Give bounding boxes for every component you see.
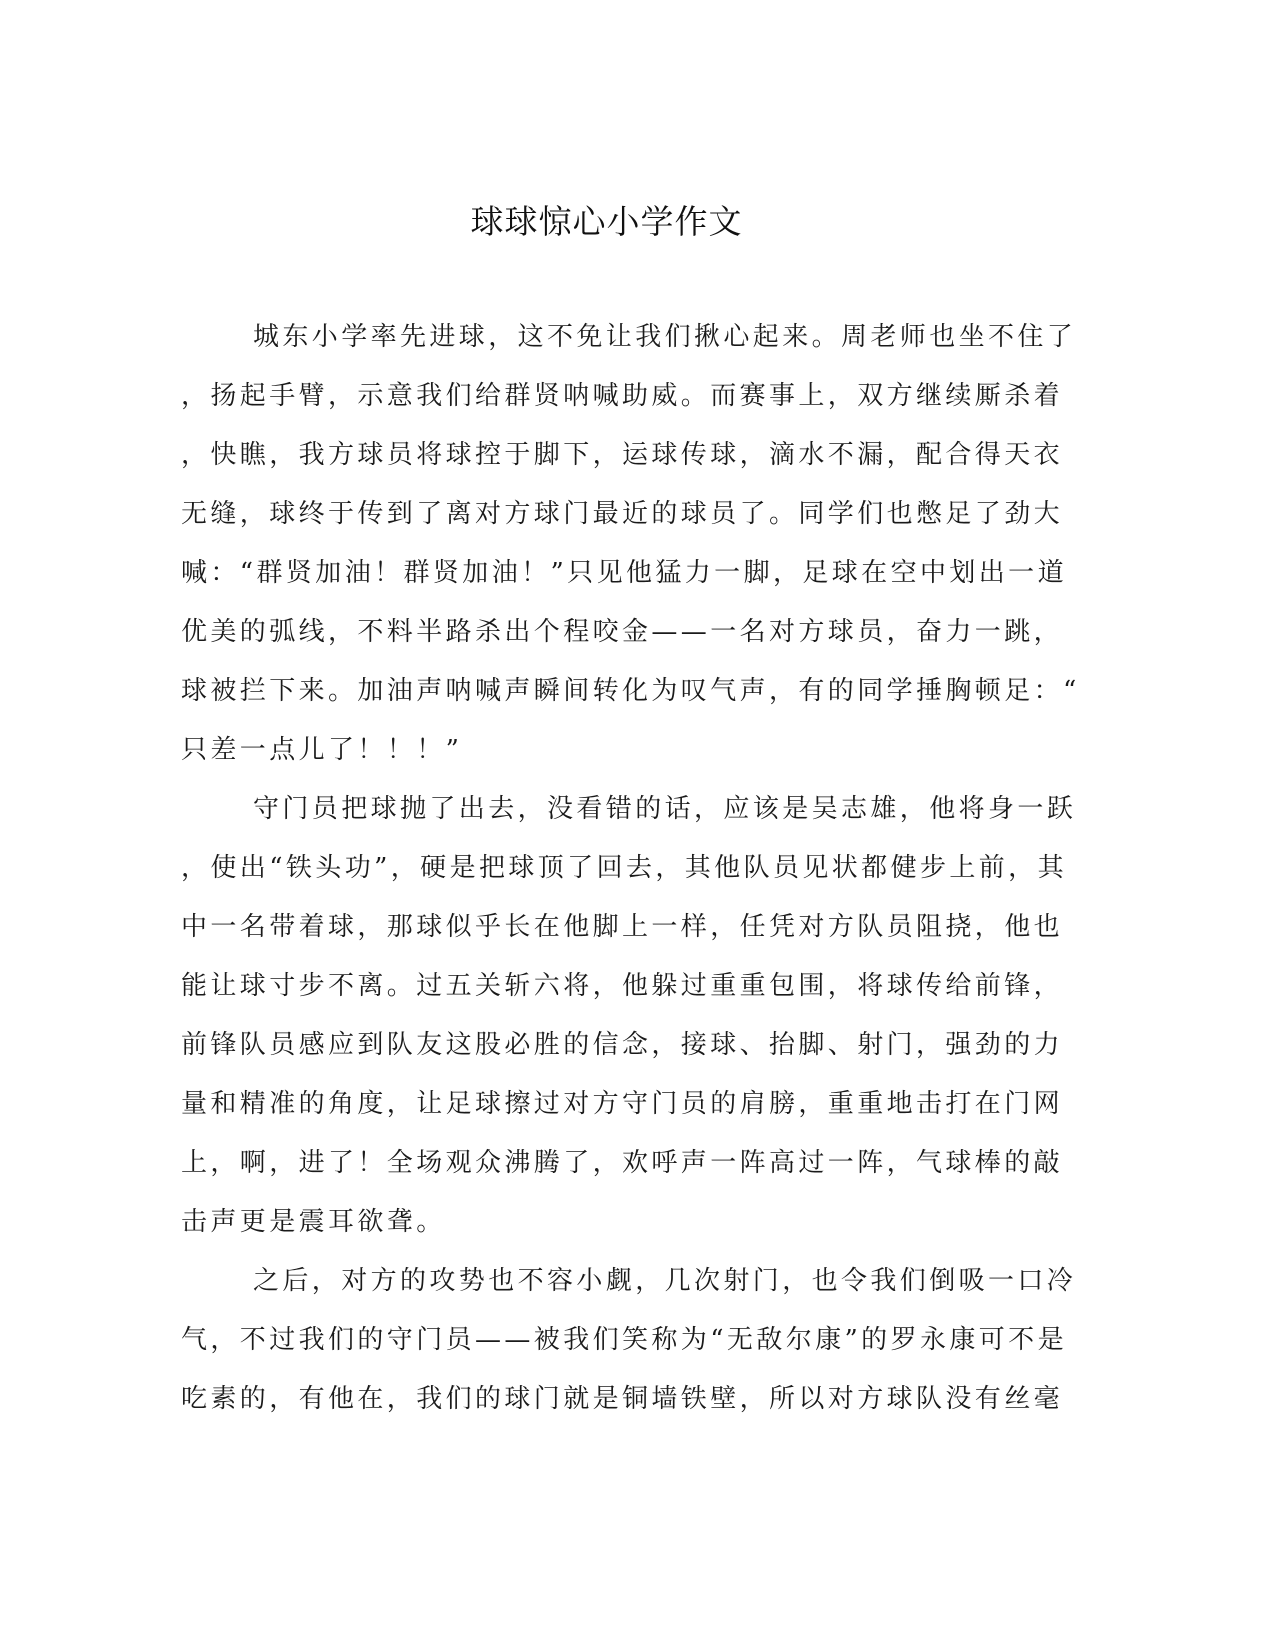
text-line: 能让球寸步不离。过五关斩六将，他躲过重重包围，将球传给前锋， (181, 971, 1064, 1001)
text-line: 守门员把球抛了出去，没看错的话，应该是吴志雄，他将身一跃 (253, 794, 1077, 824)
text-line: 城东小学率先进球，这不免让我们揪心起来。周老师也坐不住了 (253, 322, 1077, 352)
text-line: 之后，对方的攻势也不容小觑，几次射门，也令我们倒吸一口冷 (253, 1266, 1077, 1296)
paragraph-3 (181, 1252, 1077, 1429)
text-line: 优美的弧线，不料半路杀出个程咬金——一名对方球员，奋力一跳， (181, 617, 1064, 647)
paragraph-2 (181, 780, 1077, 1252)
text-line: 击声更是震耳欲聋。 (181, 1207, 446, 1237)
text-line: 前锋队员感应到队友这股必胜的信念，接球、抬脚、射门，强劲的力 (181, 1030, 1064, 1060)
text-line: 中一名带着球，那球似乎长在他脚上一样，任凭对方队员阻挠，他也 (181, 912, 1064, 942)
text-line: 只差一点儿了！！！” (181, 735, 463, 765)
text-line: 上，啊，进了！全场观众沸腾了，欢呼声一阵高过一阵，气球棒的敲 (181, 1148, 1064, 1178)
text-line: 球被拦下来。加油声呐喊声瞬间转化为叹气声，有的同学捶胸顿足：“ (181, 676, 1080, 706)
text-line: 吃素的，有他在，我们的球门就是铜墙铁壁，所以对方球队没有丝毫 (181, 1384, 1064, 1414)
text-line: 气，不过我们的守门员——被我们笑称为“无敌尔康”的罗永康可不是 (181, 1325, 1067, 1355)
text-line: ，使出“铁头功”，硬是把球顶了回去，其他队员见状都健步上前，其 (181, 853, 1067, 883)
document-title: 球球惊心小学作文 (470, 202, 743, 241)
text-line: ，扬起手臂，示意我们给群贤呐喊助威。而赛事上，双方继续厮杀着 (181, 381, 1064, 411)
document-body (181, 308, 1080, 1429)
text-line: 无缝，球终于传到了离对方球门最近的球员了。同学们也憋足了劲大 (181, 499, 1064, 529)
paragraph-1 (181, 308, 1080, 780)
text-line: 量和精准的角度，让足球擦过对方守门员的肩膀，重重地击打在门网 (181, 1089, 1064, 1119)
text-line: 喊：“群贤加油！群贤加油！”只见他猛力一脚，足球在空中划出一道 (181, 558, 1067, 588)
text-line: ，快瞧，我方球员将球控于脚下，运球传球，滴水不漏，配合得天衣 (181, 440, 1064, 470)
